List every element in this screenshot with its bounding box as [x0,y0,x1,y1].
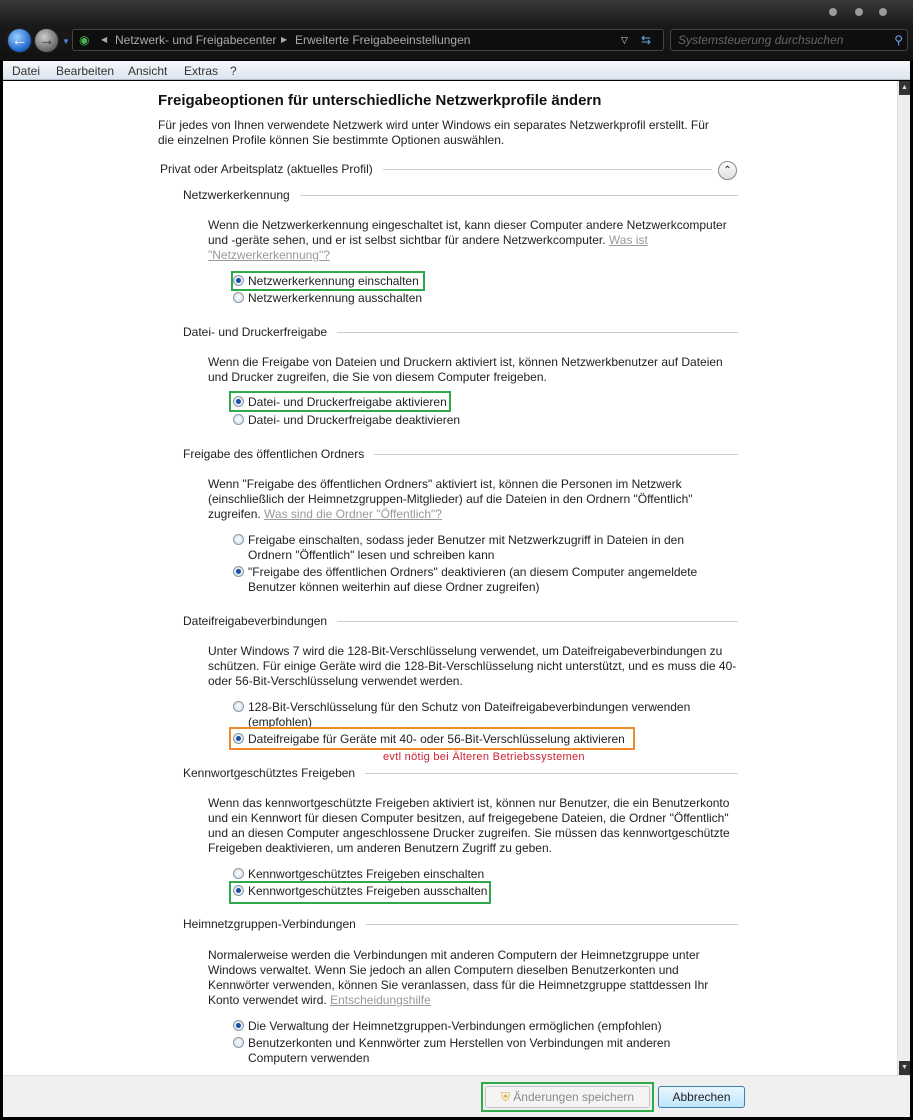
radio-button[interactable] [233,566,244,577]
menu-datei[interactable]: Datei [12,64,41,78]
radio-button[interactable] [233,414,244,425]
description: Normalerweise werden die Verbindungen mit anderen Computern der Heimnetzgruppe unter Windows verwaltet. Wenn Sie jedoch an allen Computern dieselben Benutzerkonten und Kennwörter verwenden, können Sie veranlassen, dass für die Heimnetzgruppe stattdessen Ihr Konto verwendet wird. [208,948,709,1007]
radio-button[interactable] [233,1020,244,1031]
help-link[interactable]: Was sind die Ordner "Öffentlich"? [264,507,442,521]
back-button[interactable]: ← [7,28,32,53]
section-header [183,325,738,340]
radio-label: Netzwerkerkennung einschalten [248,274,419,288]
save-button[interactable] [485,1086,650,1108]
page-title: Freigabeoptionen für unterschiedliche Netzwerkprofile ändern [158,92,602,109]
intro-text: Für jedes von Ihnen verwendete Netzwerk wird unter Windows ein separates Netzwerkprofil erstellt. Für die einzelnen Profile können Sie bestimmte Optionen auswählen. [158,118,709,147]
search-icon[interactable]: ⚲ [894,33,903,47]
radio-option[interactable] [233,413,703,428]
section-text [208,948,738,1008]
section-title: Freigabe des öffentlichen Ordners [183,447,365,461]
section-header [183,614,738,629]
radio-button[interactable] [233,292,244,303]
scroll-up-icon[interactable]: ▲ [899,81,910,95]
help-link[interactable]: Entscheidungshilfe [330,993,431,1007]
menu-help[interactable]: ? [230,64,237,78]
menu-bar [3,61,910,80]
radio-option[interactable] [233,884,703,899]
radio-label: "Freigabe des öffentlichen Ordners" deaktivieren (an diesem Computer angemeldete Benutzer können weiterhin auf diese Ordner zugreifen) [248,565,698,594]
radio-option[interactable] [233,291,703,306]
description: Wenn "Freigabe des öffentlichen Ordners" aktiviert ist, können die Personen im Netzwerk (einschließlich der Heimnetzgruppen-Mitglieder) auf die Dateien in den Ordnern "Öffentlich" zugreifen. [208,477,693,521]
footer-bar [3,1075,910,1117]
breadcrumb-item[interactable]: Netzwerk- und Freigabecenter [115,33,277,47]
section-text: Wenn das kennwortgeschützte Freigeben aktiviert ist, können nur Benutzer, die ein Benutzerkonto und ein Kennwort für diesen Computer besitzen, auf freigegebene Dateien, die Ordner "Öffentlich" und an diesen Computer angeschlossene Drucker zugreifen. Sie müssen das kennwortgeschützte Freigeben deaktivieren, um anderen Benutzern Zugriff zu geben. [208,796,730,855]
search-placeholder: Systemsteuerung durchsuchen [678,33,844,47]
radio-button[interactable] [233,885,244,896]
radio-label: Die Verwaltung der Heimnetzgruppen-Verbindungen ermöglichen (empfohlen) [248,1019,662,1033]
radio-label: Datei- und Druckerfreigabe aktivieren [248,395,447,409]
radio-label: Dateifreigabe für Geräte mit 40- oder 56-Bit-Verschlüsselung aktivieren [248,732,625,746]
section-title: Heimnetzgruppen-Verbindungen [183,917,356,931]
radio-label: Freigabe einschalten, sodass jeder Benutzer mit Netzwerkzugriff in Dateien in den Ordnern "Öffentlich" lesen und schreiben kann [248,533,685,562]
minimize-button[interactable] [829,8,837,16]
radio-option[interactable] [233,1019,703,1034]
breadcrumb-item[interactable]: Erweiterte Freigabeeinstellungen [295,33,471,47]
radio-button[interactable] [233,396,244,407]
search-input[interactable] [670,29,908,51]
radio-button[interactable] [233,701,244,712]
menu-bearbeiten[interactable]: Bearbeiten [56,64,115,78]
scroll-down-icon[interactable]: ▼ [899,1061,910,1075]
history-dropdown-icon[interactable]: ▼ [62,37,70,46]
forward-button[interactable]: → [34,28,59,53]
save-label: Änderungen speichern [513,1090,635,1104]
section-text [208,477,738,522]
refresh-icon[interactable]: ⇆ [641,33,652,47]
address-bar[interactable] [72,29,664,51]
maximize-button[interactable] [855,8,863,16]
scrollbar[interactable] [897,81,910,1075]
section-text [208,218,738,263]
radio-label: Kennwortgeschütztes Freigeben ausschalten [248,884,488,898]
section-title: Datei- und Druckerfreigabe [183,325,328,339]
annotation-note: evtl nötig bei Älteren Betriebssystemen [383,751,585,763]
section-title: Dateifreigabeverbindungen [183,614,328,628]
collapse-chevron-icon[interactable]: ⌃ [718,161,737,180]
radio-option[interactable] [233,1036,703,1066]
dropdown-icon[interactable]: ▽ [621,35,628,45]
radio-option[interactable] [233,533,703,563]
radio-label: 128-Bit-Verschlüsselung für den Schutz von Dateifreigabeverbindungen verwenden (empfohlen) [248,700,691,729]
radio-button[interactable] [233,534,244,545]
radio-option[interactable] [233,732,703,747]
section-title: Netzwerkerkennung [183,188,290,202]
profile-title: Privat oder Arbeitsplatz (aktuelles Profil) [160,162,373,176]
content-area [3,81,897,1075]
radio-option[interactable] [233,274,703,289]
cancel-button[interactable]: Abbrechen [658,1086,745,1108]
section-header [183,766,738,781]
network-icon: ◉ [79,33,90,47]
radio-label: Datei- und Druckerfreigabe deaktivieren [248,413,461,427]
chevron-icon: ◀ [101,35,108,44]
shield-icon: ⛨ [500,1090,510,1104]
radio-button[interactable] [233,733,244,744]
radio-button[interactable] [233,1037,244,1048]
section-header [183,917,738,932]
chevron-icon: ▶ [281,35,288,44]
help-link[interactable]: Was ist "Netzwerkerkennung"? [208,233,648,262]
menu-extras[interactable]: Extras [184,64,219,78]
radio-option[interactable] [233,395,703,410]
radio-option[interactable] [233,700,703,730]
radio-label: Benutzerkonten und Kennwörter zum Herstellen von Verbindungen mit anderen Computern verwenden [248,1036,671,1065]
radio-label: Kennwortgeschütztes Freigeben einschalten [248,867,485,881]
radio-label: Netzwerkerkennung ausschalten [248,291,423,305]
radio-button[interactable] [233,275,244,286]
section-header [183,188,738,203]
radio-option[interactable] [233,565,703,595]
profile-header [160,162,712,177]
radio-option[interactable] [233,867,703,882]
section-text: Wenn die Freigabe von Dateien und Druckern aktiviert ist, können Netzwerkbenutzer auf Dateien und Drucker zugreifen, die Sie von diesem Computer freigeben. [208,355,723,384]
section-title: Kennwortgeschütztes Freigeben [183,766,356,780]
description: Wenn die Netzwerkerkennung eingeschaltet ist, kann dieser Computer andere Netzwerkcomputer und -geräte sehen, und er ist selbst sichtbar für andere Netzwerkcomputer. [208,218,727,247]
title-bar [0,0,913,60]
close-button[interactable] [879,8,887,16]
menu-ansicht[interactable]: Ansicht [128,64,168,78]
section-text: Unter Windows 7 wird die 128-Bit-Verschlüsselung verwendet, um Dateifreigabeverbindungen zu schützen. Für einige Geräte wird die 128-Bit-Verschlüsselung nicht unterstützt, und es muss die 40- oder 56-Bit-Verschlüsselung verwendet werden. [208,644,737,688]
section-header [183,447,738,462]
radio-button[interactable] [233,868,244,879]
